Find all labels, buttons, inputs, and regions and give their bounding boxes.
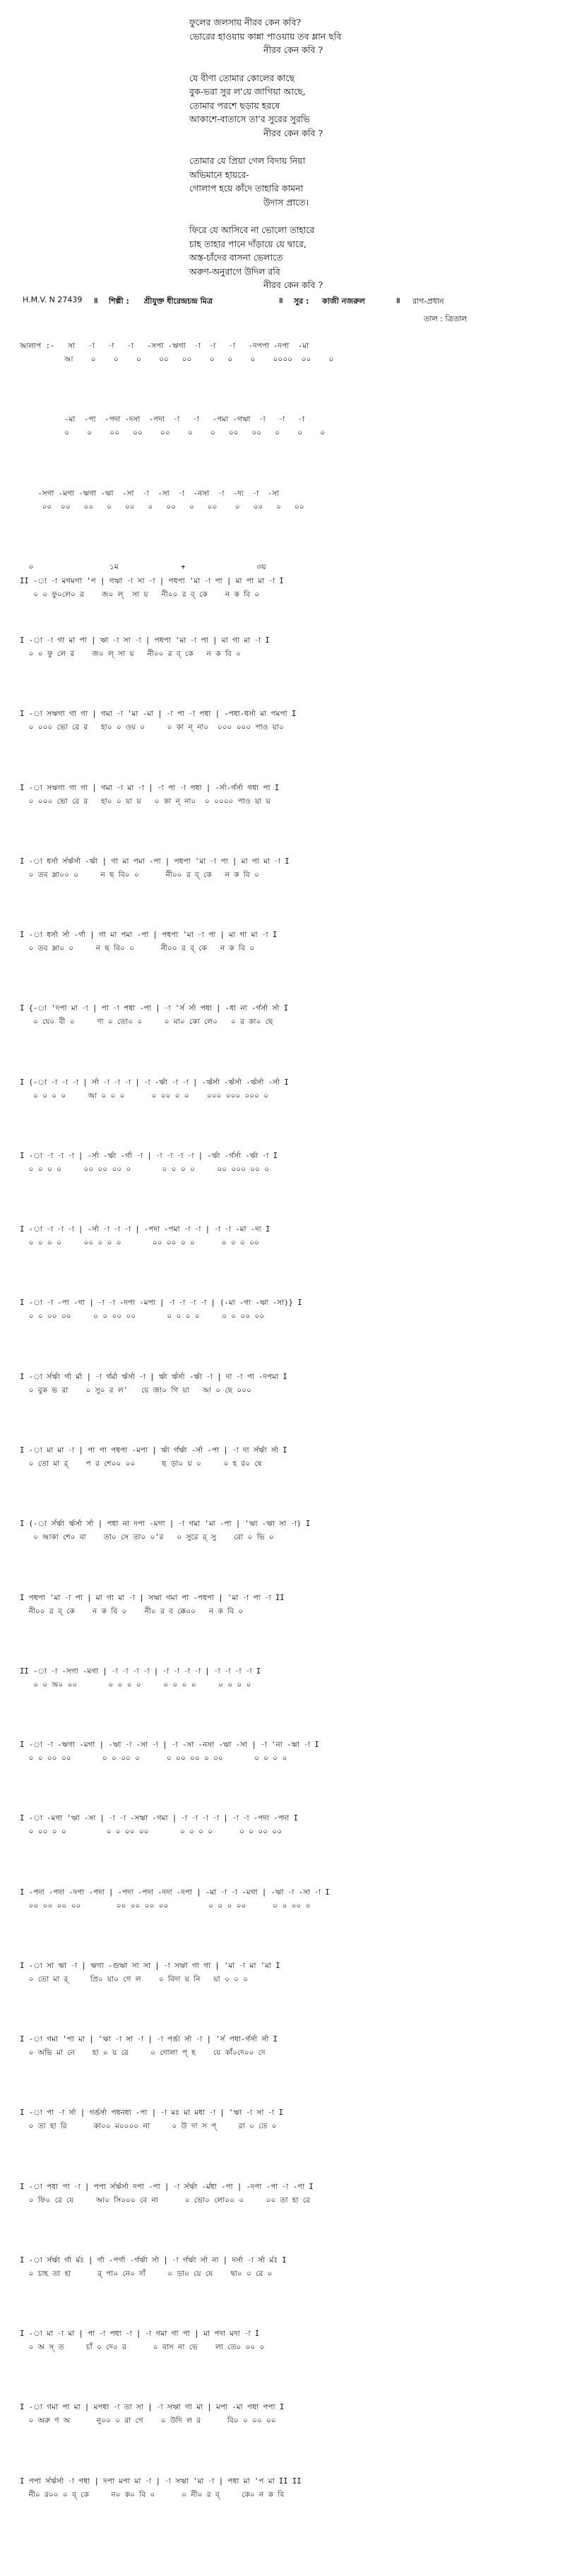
- notation-lyric-row: ০ ০০ ০ ০ ০ ০ ০০ ০০ ০ ০ ০ ০ ০ ০ ০০ ০০: [20, 1827, 282, 1837]
- notation-swara-row: I -া র্সর্ঋা র্গা র্মা | -া র্গর্মা র্ঋর্সা -া | র্ঋা র্ঋর্সা -র্ঋা -া | দা -া পা -দপমা I: [20, 1372, 287, 1381]
- separator: ॥: [278, 296, 283, 305]
- lyric-stanza: [189, 154, 486, 209]
- notation-block: [20, 1591, 542, 1664]
- notation-swara-row: I -া -া -ঋগা -মগা | -ঋা -া -সা -া | -া -সা -নসা -ঋা -সা | -া 'না -ঋা -া I: [20, 1741, 319, 1750]
- notation-swara-row: I -া -া গা মা পা | ঋা -া সা -া | পধপা 'মা -া পা | মা গা মা -া I: [20, 636, 270, 645]
- lyric-line: নীরব কেন কবি ?: [263, 127, 323, 138]
- notation-lyric-row: ০ ০০০ ভো রে র হা০ ০ য়া য় ০ কা ন্ না০ ০ ০০০০ পাও য়া য়: [20, 797, 270, 806]
- notation-block: [20, 2400, 542, 2474]
- artist-label: শিল্পী :: [109, 297, 129, 306]
- lyric-line: যে বীণা তোমার কোলের কাছে: [189, 72, 295, 83]
- notation-lyric-row: ০ ০ ফু০লে০ র জ০ ল্ সা য় নী০০ র ব্ কে ন ক বি ০: [20, 590, 260, 599]
- notation-swara-row: I -া ধর্সা র্সা -র্গা | গা মা পমা -পা | পধপা 'মা -া পা | মা গা মা -া I: [20, 931, 278, 940]
- notation-swara-row: I -া -া -পা -গা | -া -া -দপা -মপা | -া -া -া -া | (-মা -গা -ঋা -সা)} I: [20, 1299, 302, 1308]
- notation-lyric-row: ০ অ স্ ত চাঁ ০ দে০ র ০ বাস না ভে লা তে০ ০০ ০: [20, 2343, 265, 2352]
- notation-swara-row: II -া -া মগমগা 'প | গঋা -া সা -া | পধপা 'মা -া পা | মা পা মা -া I: [20, 576, 284, 585]
- notation-block: [20, 781, 542, 854]
- notation-lyric-row: ০ বুক ভ রা ০ সু০ র ল' য়ে জা০ গি য়া আ ০ ছে ০০০: [20, 1385, 251, 1395]
- lyric-line: অভিমানে হায়রে-: [189, 169, 249, 180]
- notation-swara-row: I -া র্সর্ঋা র্গা র্মঃ | র্গা -পর্গা -র্গর্ঋা র্সা | -া র্গর্ঋা র্সা না | দর্সা -া র্সা র্মঃ I: [20, 2255, 287, 2265]
- notation-block: [20, 412, 542, 486]
- notation-lyric-row: ০ অভি মা নে হা ০ য় রে ০ গোলা প্ হ য়ে কাঁ০দে০০ দে: [20, 2049, 266, 2058]
- notation-swara-row: I -পদা -পদা -দপা -পদা | -পদা -পদা -দদা -দপা | -মা -া -া -মগা | -ঋা -া -সা -া I: [20, 1888, 330, 1897]
- lyric-line: আকাশে-বাতাসে তা'র সুরের সুরভি: [189, 114, 310, 124]
- lyric-stanza: [189, 71, 486, 141]
- notation-block: [20, 854, 542, 928]
- notation-block: [20, 1811, 542, 1885]
- notation-block: [20, 2180, 542, 2253]
- lyric-stanza: [189, 223, 486, 292]
- notation-block: [20, 560, 542, 633]
- notation-block: [20, 2253, 542, 2327]
- lyric-line: তোমার পরশে ছড়ায় হরষে: [189, 100, 280, 111]
- lyric-line: নীরব কেন কবি ?: [263, 44, 323, 55]
- notation-lyric-row: ০ তব ম্লা০০ ০ ন ছ বি০ ০ নী০০ র ব্ কে ন ক বি ০: [20, 870, 259, 879]
- notation-block: [20, 2032, 542, 2106]
- notation-lyric-row: ০ তো মা র্ প্রি০ য়া০ গে ল ০ বিদা য় নি য়া ০ ০ ০: [20, 1974, 249, 1984]
- lyric-line: চাহ তাহার পানে দাঁড়ায়ে যে দ্বারে,: [189, 238, 307, 249]
- notation-swara-row: I -া সা ঋা -া | ঋগা -গুঋা সা সা | -া সঋা গা গা | 'মা -া মা 'মা I: [20, 1961, 280, 1970]
- lyric-line: অস্ত-চাঁদের বাসনা ভেলাতে: [189, 252, 283, 263]
- notation-swara-row: আলাপ :- সা -া -া -া -সপা -ঋগা -া -া -া -দপপা -দপা -মা: [20, 342, 309, 350]
- lyric-line: বুক-ভরা সুর ল'য়ে জাগিয়া আছে,: [189, 86, 306, 97]
- notation-swara-row: I পধপা 'মা -া পা | মা গা মা -া | সঋা গমা পা -পধপা | 'মা -া পা -া II: [20, 1593, 285, 1602]
- notation-block: [20, 1664, 542, 1738]
- notation-block: [20, 1075, 542, 1149]
- lyric-line: তোমার যে প্রিয়া গেল বিদায় নিয়া: [189, 155, 306, 166]
- notation-block: [20, 633, 542, 707]
- notation-swara-row: I -া -মগা 'ঋা -সা | -া -া -সঋা -গমা | -া -া -া -া | -া -া -পদা -পদা I: [20, 1814, 298, 1823]
- notation-swara-row: I -া মা মা -া | পা পা পধপা -মপা | র্ঋা র্গর্ঋা -র্সা -পা | -া দা র্সর্ঋা র্সা I: [20, 1445, 287, 1455]
- notation-block: [20, 1370, 542, 1443]
- song-lyrics: [189, 16, 486, 306]
- notation-swara-row: -সগা -মগা -ঋগা -ঋা -সা -া -সা -া -নসা -া -দ্য -া -সা: [20, 489, 280, 498]
- notation-block: [20, 1885, 542, 1959]
- lyric-line: নীরব কেন কবি ?: [263, 280, 323, 290]
- separator: ॥: [93, 296, 98, 305]
- notation-lyric-row: ০০ ০০ ০০ ০ ০০ ০ ০০ ০ ০০ ০ ০০ ০ ০০: [20, 502, 304, 511]
- notation-swara-row: II -া -া -সগা -মগা | -া -া -া -া | -া -া -া -া | -া -া -া -া I: [20, 1666, 261, 1676]
- notation-swara-row: I পপা র্সর্ঋর্সা -া পধা | দপা মপা মা -া | -া সঋা 'মা -া | পধা মা 'প মা II II: [20, 2476, 302, 2486]
- notation-block: [20, 707, 542, 780]
- notation-block: [20, 2327, 542, 2400]
- notation-block: [20, 1149, 542, 1222]
- notation-lyric-row: ০ ০ ০০ ০০ ০ ০ ০০ ০০ ০ ০ ০ ০ ০ ০ ০০ ০০: [20, 1312, 265, 1321]
- lyric-line: ফিরে যে আসিবে না ভোলো তাহারে: [189, 225, 315, 235]
- catalog-number: H.M.V. N 27439: [23, 295, 83, 304]
- notation-swara-row: I (-া -া -া -া | র্সা -া -া -া | -া -র্ঋা -া -া | -র্ঋর্সা -র্ঋর্সা -র্ঋর্সা -র্সা I: [20, 1078, 289, 1087]
- notation-lyric-row: ০ ০ ০০ ০০ ০ ০ ০০ ০ ০ ০০ ০০ ০ ০০ ০ ০ ০ ০: [20, 1754, 287, 1763]
- notation-swara-row: I {-া 'দপা মা -া | পা -া পধা -পা | -া 'র্স র্সা পধা | -ধা না -র্গর্সা র্সা I: [20, 1004, 289, 1013]
- notation-swara-row: ০ ১ম + ৩য়: [20, 562, 266, 571]
- notation-lyric-row: ০ ০ ফু লে র জ০ ল্ সা য় নী০০ র ব্ কে ন ক বি ০: [20, 650, 241, 659]
- notation-block: [20, 1738, 542, 1811]
- tune-label: সুর :: [294, 297, 309, 306]
- notation-lyric-row: ০ চাহ তা হা র্ পা০ নে০ দাঁ ০ ড়া০ য়ে যে দ্বা০ ০ রে ০: [20, 2269, 273, 2278]
- swaralipi-notation: [20, 339, 542, 2548]
- notation-swara-row: I -া সঋগা গা গা | গমা -া মা -া | -া পা -া পধা | -র্সা-র্গর্সা গধা পা I: [20, 783, 280, 792]
- notation-block: [20, 339, 542, 412]
- notation-lyric-row: নী০ র০০ ০ ব্ কে ন০ ক০ বি ০ ০ নী০ র ব্ কে০ ন ক বি: [20, 2490, 285, 2499]
- notation-lyric-row: ০ যে০ বী ০ ণা ০ তো০ ০ ০ মা০ কো লে০ ০ র কা০ ছে: [20, 1018, 273, 1027]
- notation-swara-row: I -া গমা 'পা মা | 'ঋা -া সা -া | -া পর্ঙা র্সা -া | 'র্স পধা-র্গর্সা র্সা I: [20, 2035, 278, 2044]
- artist-name: শ্রীযুক্ত ধীরেন্দ্রচন্দ্র মিত্র: [144, 297, 213, 306]
- notation-lyric-row: নী০০ র ব্ কে ন ক বি ০ নী০ র ব ক্কে০০ ন ক বি ০: [20, 1606, 244, 1616]
- notation-lyric-row: ০ ০ ০০ ০০ ০০ ০ ০ ০০ ০০ ০ ০ ০: [20, 429, 326, 438]
- notation-lyric-row: ০০ ০০ ০০ ০০ ০০ ০০ ০০ ০০ ০ ০ ০ ০০ ০ ০ ০০ ০: [20, 1901, 311, 1910]
- notation-swara-row: I (-া র্সর্ঋা র্ঋর্সা র্সা | পধা না দপা -মগা | -া গমা 'মা -পা | 'ঋা -ঋা সা -া) I: [20, 1520, 311, 1529]
- lyric-line: অরুণ-অনুরাগে উদিল রবি: [189, 266, 280, 277]
- notation-block: [20, 1001, 542, 1075]
- taal-label: তাল : ত্রিতাল: [424, 314, 468, 323]
- notation-block: [20, 1296, 542, 1369]
- lyric-stanza: [189, 16, 486, 57]
- notation-block: [20, 1959, 542, 2032]
- notation-swara-row: -মা -পা -পদা -দসা -পদা -া -া -পমা -গঋা -া -া -া: [20, 415, 304, 424]
- notation-block: [20, 1443, 542, 1517]
- raga-label: রাগ-প্রধান: [412, 297, 444, 306]
- lyric-line: ভোরের হাওয়ায় কান্না পাওয়ায় তব ম্লান ছবি: [189, 30, 342, 42]
- notation-swara-row: I -া -া -া -া | -র্সা -র্ঋা -র্গা -া | -া -া -া -া | -র্ঋা -র্গর্সা -র্ঋা -া I: [20, 1151, 278, 1160]
- notation-swara-row: I -া গমা পা মা | মপধা -া তা সা | -া সঋা গা মা | মপা -মা পধা পপা I: [20, 2403, 285, 2412]
- notation-lyric-row: ০ ফি০ রে যে আ০ সি০০০ বে না ০ ভো০ লো০০ ০ ০০ তা হা রে: [20, 2195, 310, 2205]
- record-header: [23, 292, 545, 309]
- notation-block: [20, 487, 542, 560]
- notation-swara-row: I -া ধর্সা র্সর্ঋর্সা -র্ঋা | গা মা পমা -পা | পধপা 'মা -া পা | মা গা মা -া I: [20, 857, 290, 866]
- notation-lyric-row: ০ তা হা রি কা০০ ম০০০০ না ০ উ দা স প্ রা ০ তে ০: [20, 2122, 277, 2131]
- notation-swara-row: I -া পধা পা -া | পপা র্সর্ঋর্সা দপা -পা | -া র্সর্ঋা -র্মধা -পা | -দপা -পা -া -পা I: [20, 2182, 314, 2191]
- notation-block: [20, 1222, 542, 1296]
- composer-name: কাজী নজরুল: [322, 297, 365, 306]
- lyric-line: ফুলের জলসায় নীরব কেন কবি?: [189, 17, 302, 28]
- lyric-line: উদাস প্রাতে।: [263, 196, 309, 208]
- notation-block: [20, 928, 542, 1001]
- notation-lyric-row: ০ ০ অ০ ০০ ০ ০ ০ ০ ০ ০ ০ ০ ০ ০ ০ ০: [20, 1680, 251, 1689]
- notation-swara-row: I -া মা -া মা | পা -া পধা -া | -া গমা গা পা | মা পদা মদা -া I: [20, 2330, 260, 2339]
- notation-lyric-row: ০ ০০০ ভো রে র হা০ ০ ওয় ০ ০ কা ন্ না০ ০০০ ০০০ পাও য়া০: [20, 723, 284, 732]
- lyric-line: গোলাপ হয়ে কাঁদে তাহারি কামনা: [189, 183, 304, 193]
- notation-lyric-row: ০ অরু ণ অ নু০০ ০ রা গে ০ উদি ল র বি০ ০ ০০ ০০: [20, 2416, 276, 2426]
- notation-block: [20, 1517, 542, 1590]
- notation-swara-row: I -া সঋগা গা গা | গমা -া 'মা -মা | -া পা -া পধা | -পধা-ধর্সা মা পমপা I: [20, 710, 297, 719]
- notation-lyric-row: ০ তব ম্লা০ ০ ন ছ বি০ ০ নী০০ র ব্ কে ন ক বি ০: [20, 944, 255, 953]
- notation-swara-row: I -া পা -া র্সা | গর্ঙর্সা পধনধা -পা | -া মঃ মা মধা -া | 'ঋা -া সা -া I: [20, 2109, 283, 2118]
- notation-block: [20, 2106, 542, 2179]
- notation-lyric-row: ০ তো মা র্ প র শে০০ ০০ ছ ড়া০ য় ০ ০ হ র০ ষে: [20, 1459, 262, 1468]
- notation-lyric-row: ০ আকা শে০ বা তা০ সে তা০ ০'র ০ সুরে র্ সু রো ০ ভি ০: [20, 1533, 274, 1542]
- notation-lyric-row: ০ ০ ০ ০ ০০ ০ ০ ০ ০০ ০০ ০ ০ ০ ০ ০ ০০: [20, 1239, 259, 1248]
- notation-lyric-row: ০ ০ ০ ০ আ ০ ০ ০ ০ ০০ ০ ০ ০০০ ০০০ ০০০ ০: [20, 1091, 269, 1100]
- separator: ॥: [396, 296, 400, 305]
- notation-swara-row: I -া -া -া -া | -র্সা -া -া -া | -পদা -পমা -া -া | -া -া -মা -দ্য I: [20, 1225, 270, 1234]
- notation-lyric-row: আ ০ ০ ০ ০০ ০০ ০ ০ ০ ০০০০ ০০ ০: [20, 355, 334, 364]
- notation-lyric-row: ০ ০ ০ ০ ০০ ০০ ০০ ০ ০ ০ ০ ০ ০০ ০০০ ০০ ০: [20, 1164, 269, 1174]
- notation-block: [20, 2474, 542, 2548]
